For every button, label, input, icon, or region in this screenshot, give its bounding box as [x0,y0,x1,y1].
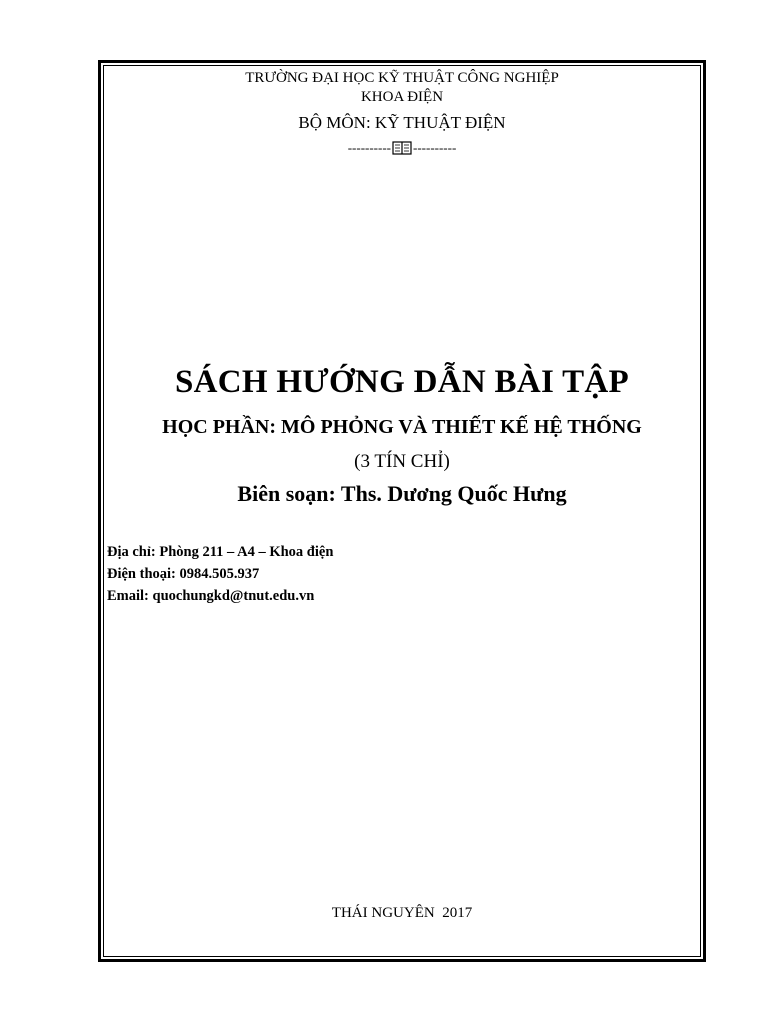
course-credits: (3 TÍN CHỈ) [354,451,450,472]
university-name: TRƯỜNG ĐẠI HỌC KỸ THUẬT CÔNG NGHIỆP [245,70,559,86]
contact-address: Địa chỉ: Phòng 211 – A4 – Khoa điện [107,544,334,560]
faculty-name: KHOA ĐIỆN [360,89,444,105]
page-border-inner [103,65,701,957]
department-name: BỘ MÔN: KỸ THUẬT ĐIỆN [298,113,506,132]
document-title: SÁCH HƯỚNG DẪN BÀI TẬP [175,364,629,400]
contact-phone: Điện thoại: 0984.505.937 [107,566,260,582]
contact-email: Email: quochungkd@tnut.edu.vn [107,588,315,604]
book-icon [392,140,412,156]
course-subtitle: HỌC PHẦN: MÔ PHỎNG VÀ THIẾT KẾ HỆ THỐNG [162,416,642,438]
ornament-dashes-right: ---------- [413,140,457,155]
place-year: THÁI NGUYÊN 2017 [331,905,473,921]
ornament-dashes-left: ---------- [347,140,391,155]
author-line: Biên soạn: Ths. Dương Quốc Hưng [237,481,567,506]
header-ornament [103,140,701,156]
